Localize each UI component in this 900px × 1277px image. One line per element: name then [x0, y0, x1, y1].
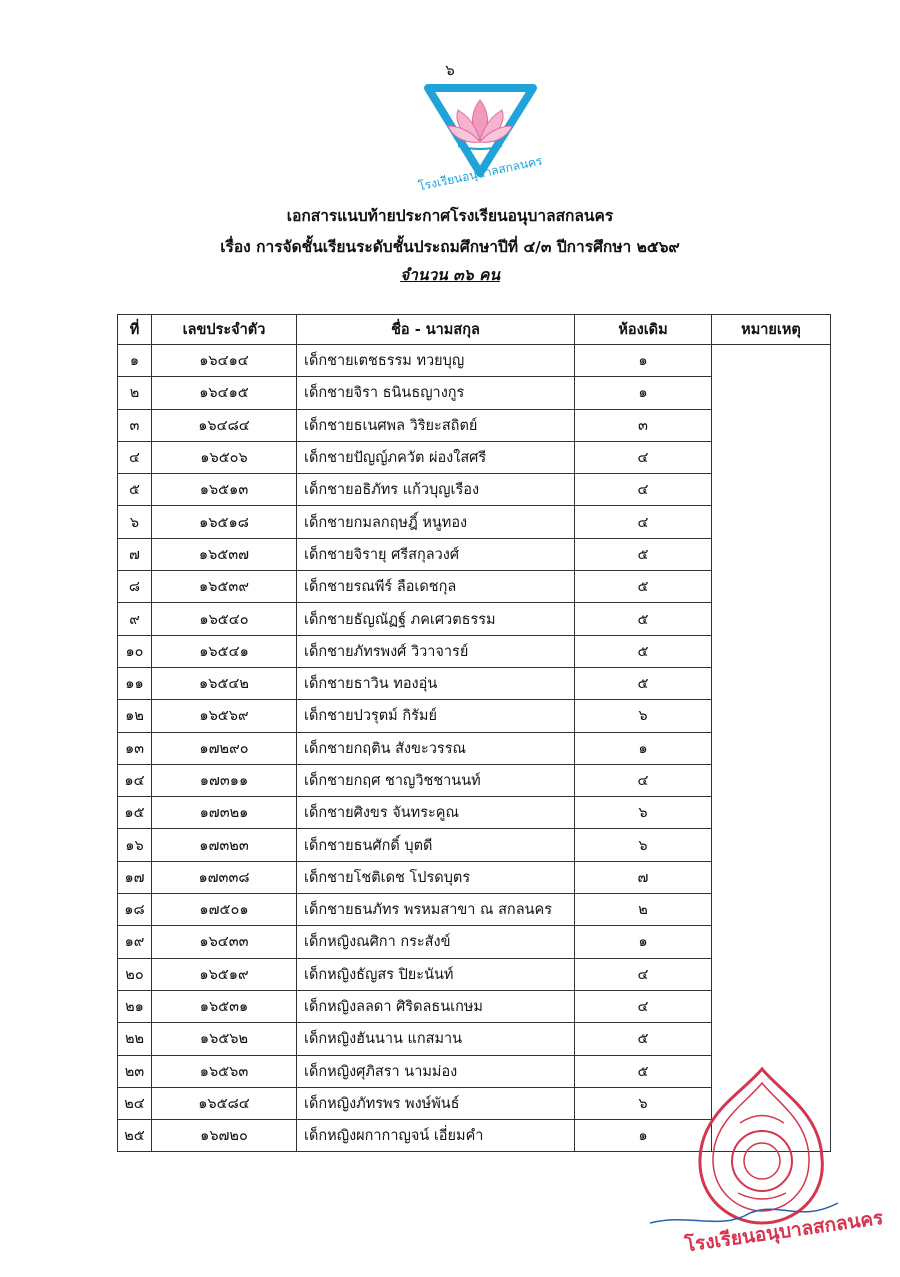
previous-room: ๑: [575, 345, 712, 377]
student-name: เด็กหญิงฮันนาน แกสมาน: [297, 1023, 575, 1055]
column-header-student-id: เลขประจำตัว: [152, 315, 297, 345]
student-name: เด็กชายธนศักดิ์ บุตดี: [297, 829, 575, 861]
student-name: เด็กชายอธิภัทร แก้วบุญเรือง: [297, 474, 575, 506]
row-number: ๒: [118, 377, 152, 409]
previous-room: ๔: [575, 764, 712, 796]
student-name: เด็กชายกมลกฤษฎิ์ หนูทอง: [297, 506, 575, 538]
remarks-cell: [712, 345, 831, 1152]
row-number: ๑๐: [118, 635, 152, 667]
column-header-previous-room: ห้องเดิม: [575, 315, 712, 345]
row-number: ๑๔: [118, 764, 152, 796]
student-name: เด็กหญิงภัทรพร พงษ์พันธ์: [297, 1087, 575, 1119]
row-number: ๒๒: [118, 1023, 152, 1055]
previous-room: ๕: [575, 538, 712, 570]
row-number: ๑๖: [118, 829, 152, 861]
student-id: ๑๖๕๖๓: [152, 1055, 297, 1087]
previous-room: ๕: [575, 667, 712, 699]
student-name: เด็กชายศิงขร จันทระคูณ: [297, 797, 575, 829]
previous-room: ๕: [575, 635, 712, 667]
student-id: ๑๖๔๓๓: [152, 926, 297, 958]
student-id: ๑๖๔๘๔: [152, 409, 297, 441]
student-id: ๑๖๕๑๙: [152, 958, 297, 990]
student-name: เด็กหญิงณศิกา กระสังข์: [297, 926, 575, 958]
student-id: ๑๖๗๒๐: [152, 1120, 297, 1152]
student-id: ๑๖๕๓๗: [152, 538, 297, 570]
table-row: [118, 345, 831, 377]
student-id: ๑๗๓๒๓: [152, 829, 297, 861]
row-number: ๖: [118, 506, 152, 538]
student-id: ๑๖๕๓๙: [152, 571, 297, 603]
table-body: [118, 345, 831, 1152]
previous-room: ๔: [575, 958, 712, 990]
school-logo-icon: [417, 78, 544, 194]
student-name: เด็กชายรณพีร์ ลือเดชกุล: [297, 571, 575, 603]
student-name: เด็กชายปัญญ์ภควัต ผ่องใสศรี: [297, 441, 575, 473]
student-name: เด็กชายปวรุตม์ กิรัมย์: [297, 700, 575, 732]
student-id: ๑๖๕๖๙: [152, 700, 297, 732]
student-id: ๑๖๔๑๔: [152, 345, 297, 377]
column-header-name: ชื่อ - นามสกุล: [297, 315, 575, 345]
previous-room: ๖: [575, 797, 712, 829]
row-number: ๙: [118, 603, 152, 635]
student-name: เด็กชายโชติเดช โปรดบุตร: [297, 861, 575, 893]
row-number: ๒๐: [118, 958, 152, 990]
previous-room: ๔: [575, 506, 712, 538]
row-number: ๒๕: [118, 1120, 152, 1152]
student-id: ๑๖๕๑๓: [152, 474, 297, 506]
student-name: เด็กชายกฤศ ชาญวิชชานนท์: [297, 764, 575, 796]
row-number: ๗: [118, 538, 152, 570]
student-id: ๑๖๕๔๐: [152, 603, 297, 635]
row-number: ๑๙: [118, 926, 152, 958]
student-name: เด็กชายกฤติน สังขะวรรณ: [297, 732, 575, 764]
document-title-line-2: เรื่อง การจัดชั้นเรียนระดับชั้นประถมศึกษาปีที่ ๔/๓ ปีการศึกษา ๒๕๖๙: [220, 238, 680, 256]
student-id: ๑๗๒๙๐: [152, 732, 297, 764]
row-number: ๑๓: [118, 732, 152, 764]
previous-room: ๑: [575, 377, 712, 409]
row-number: ๘: [118, 571, 152, 603]
row-number: ๑๘: [118, 894, 152, 926]
previous-room: ๔: [575, 441, 712, 473]
student-name: เด็กชายภัทรพงศ์ วิวาจารย์: [297, 635, 575, 667]
row-number: ๒๑: [118, 990, 152, 1022]
student-id: ๑๗๕๐๑: [152, 894, 297, 926]
student-name: เด็กชายธัญณัฏฐ์ ภคเศวตธรรม: [297, 603, 575, 635]
student-id: ๑๗๓๒๑: [152, 797, 297, 829]
row-number: ๕: [118, 474, 152, 506]
student-count: จำนวน ๓๖ คน: [400, 266, 500, 284]
table-header-row: [118, 315, 831, 345]
previous-room: ๕: [575, 603, 712, 635]
student-name: เด็กชายธาวิน ทองอุ่น: [297, 667, 575, 699]
row-number: ๑๗: [118, 861, 152, 893]
student-roster-table: [117, 314, 831, 1152]
student-name: เด็กชายเตชธรรม ทวยบุญ: [297, 345, 575, 377]
student-id: ๑๖๕๐๖: [152, 441, 297, 473]
student-name: เด็กชายจิรา ธนินธญางกูร: [297, 377, 575, 409]
student-id: ๑๖๕๘๔: [152, 1087, 297, 1119]
previous-room: ๕: [575, 571, 712, 603]
student-id: ๑๗๓๑๑: [152, 764, 297, 796]
previous-room: ๕: [575, 1023, 712, 1055]
row-number: ๓: [118, 409, 152, 441]
previous-room: ๖: [575, 700, 712, 732]
student-name: เด็กหญิงศุภิสรา นามม่อง: [297, 1055, 575, 1087]
student-id: ๑๖๕๔๑: [152, 635, 297, 667]
row-number: ๑๑: [118, 667, 152, 699]
student-id: ๑๖๕๔๒: [152, 667, 297, 699]
previous-room: ๕: [575, 1055, 712, 1087]
logo-text: โรงเรียนอนุบาลสกลนคร: [417, 153, 544, 194]
document-title-line-1: เอกสารแนบท้ายประกาศโรงเรียนอนุบาลสกลนคร: [286, 207, 614, 225]
row-number: ๑๒: [118, 700, 152, 732]
student-name: เด็กหญิงลลดา ศิริดลธนเกษม: [297, 990, 575, 1022]
student-id: ๑๖๕๓๑: [152, 990, 297, 1022]
page-number: ๖: [445, 61, 455, 79]
student-id: ๑๖๕๖๒: [152, 1023, 297, 1055]
previous-room: ๖: [575, 1087, 712, 1119]
row-number: ๒๓: [118, 1055, 152, 1087]
row-number: ๑: [118, 345, 152, 377]
row-number: ๒๔: [118, 1087, 152, 1119]
row-number: ๔: [118, 441, 152, 473]
student-name: เด็กชายธนภัทร พรหมสาขา ณ สกลนคร: [297, 894, 575, 926]
previous-room: ๑: [575, 1120, 712, 1152]
student-id: ๑๖๕๑๘: [152, 506, 297, 538]
previous-room: ๔: [575, 990, 712, 1022]
student-name: เด็กชายธเนศพล วิริยะสถิตย์: [297, 409, 575, 441]
student-id: ๑๖๔๑๕: [152, 377, 297, 409]
student-name: เด็กหญิงธัญสร ปิยะนันท์: [297, 958, 575, 990]
student-name: เด็กชายจิรายุ ศรีสกุลวงศ์: [297, 538, 575, 570]
previous-room: ๑: [575, 732, 712, 764]
school-seal-stamp-icon: [680, 1063, 885, 1257]
student-name: เด็กหญิงผกากาญจน์ เอี่ยมคำ: [297, 1120, 575, 1152]
column-header-number: ที่: [118, 315, 152, 345]
previous-room: ๖: [575, 829, 712, 861]
seal-text: โรงเรียนอนุบาลสกลนคร: [683, 1207, 885, 1257]
student-id: ๑๗๓๓๘: [152, 861, 297, 893]
previous-room: ๒: [575, 894, 712, 926]
previous-room: ๗: [575, 861, 712, 893]
row-number: ๑๕: [118, 797, 152, 829]
previous-room: ๓: [575, 409, 712, 441]
column-header-remarks: หมายเหตุ: [712, 315, 831, 345]
previous-room: ๑: [575, 926, 712, 958]
previous-room: ๔: [575, 474, 712, 506]
